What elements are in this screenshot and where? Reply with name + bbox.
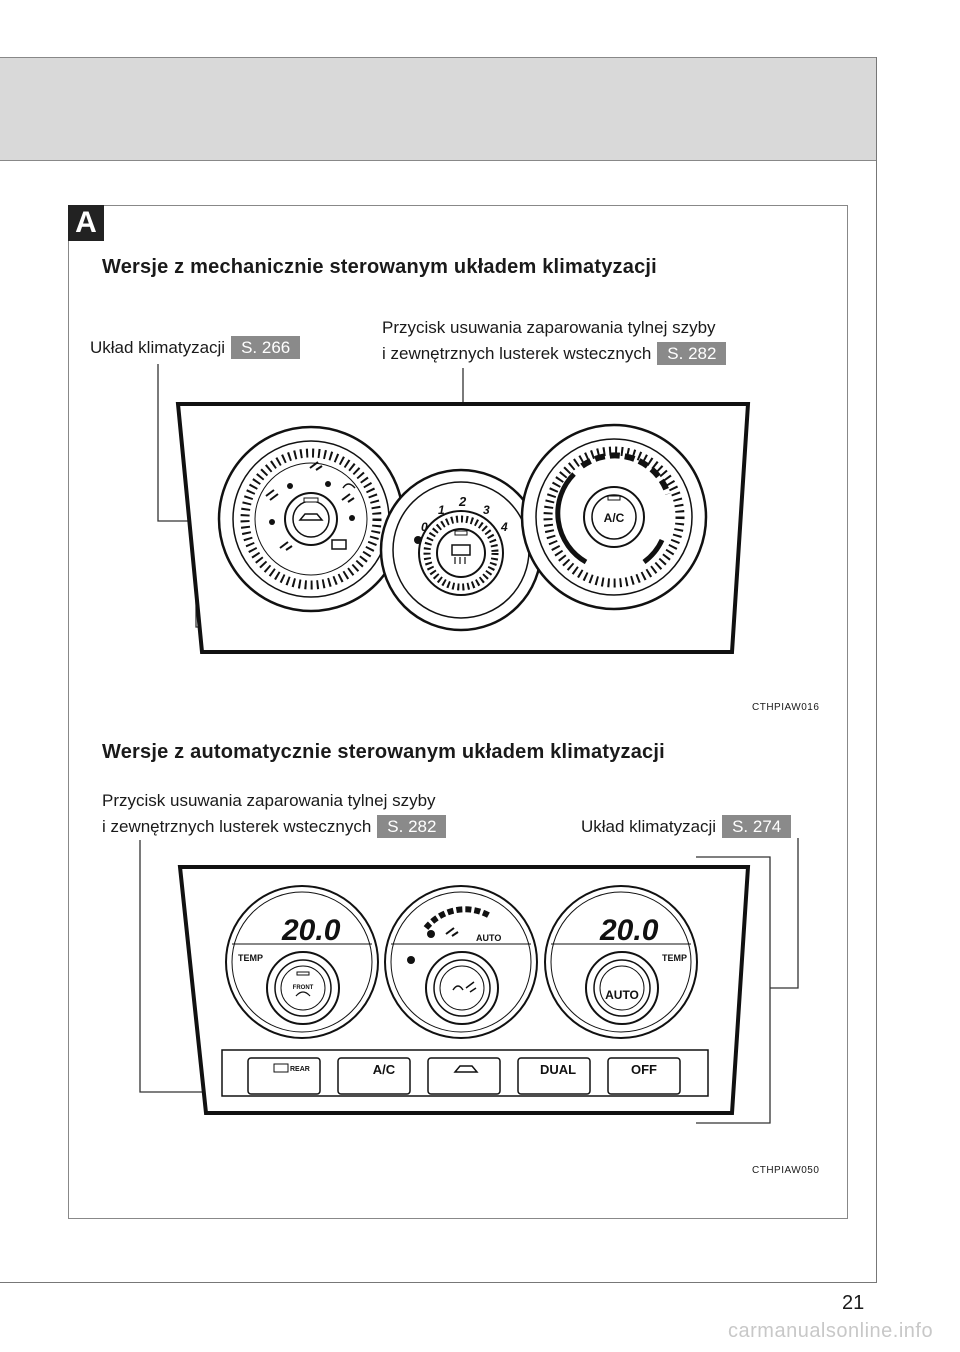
air-intake-button: [428, 1058, 500, 1094]
temperature-dial: [522, 425, 706, 609]
manual-defogger-page-ref[interactable]: S. 282: [657, 342, 726, 365]
header-band: [0, 57, 876, 161]
svg-text:DUAL: DUAL: [539, 1062, 577, 1077]
auto-ac-label: Układ klimatyzacji: [581, 817, 717, 836]
auto-defogger-label-line1: Przycisk usuwania zaparowania tylnej szyby: [102, 791, 436, 810]
left-temp-dial: [226, 886, 378, 1038]
right-temp-label: TEMP: [662, 953, 688, 963]
right-auto-label: AUTO: [605, 988, 639, 1002]
auto-section-title: Wersje z automatycznie sterowanym układem klimatyzacji: [102, 741, 665, 763]
right-temp-display: 20.0: [600, 914, 659, 947]
ac-button: [338, 1058, 410, 1094]
right-margin-rule: [876, 57, 877, 1283]
dual-button: [518, 1058, 590, 1094]
fan-speed-1: 1: [438, 503, 445, 517]
center-fan-dial: [385, 886, 537, 1038]
ac-button-label: A/C: [603, 511, 625, 525]
right-temp-dial: [545, 886, 697, 1038]
manual-control-panel-illustration: [150, 360, 770, 660]
auto-figure-code: CTHPIAW050: [752, 1165, 820, 1176]
section-letter-badge: A: [68, 205, 104, 241]
manual-ac-label: Układ klimatyzacji: [90, 338, 226, 357]
left-temp-label: TEMP: [238, 953, 264, 963]
mode-dial: [219, 427, 403, 611]
front-defrost-label: FRONT: [292, 985, 314, 991]
manual-defogger-label-line1: Przycisk usuwania zaparowania tylnej szyby: [382, 318, 716, 337]
auto-ac-callout-line: [770, 838, 798, 988]
rear-defogger-button: [248, 1058, 320, 1094]
fan-icon: [414, 536, 422, 544]
watermark: carmanualsonline.info: [728, 1320, 934, 1342]
auto-ac-callout: [581, 815, 791, 839]
fan-speed-dial: [381, 470, 541, 630]
auto-defogger-label-line2: i zewnętrznych lusterek wstecznych: [102, 817, 372, 836]
fan-speed-3: 3: [483, 503, 490, 517]
auto-defogger-callout: [102, 815, 446, 839]
svg-text:REAR: REAR: [290, 1066, 310, 1073]
left-temp-display: 20.0: [282, 914, 341, 947]
auto-defogger-page-ref[interactable]: S. 282: [377, 815, 446, 838]
off-button: [608, 1058, 680, 1094]
svg-text:A/C: A/C: [372, 1062, 396, 1077]
fan-speed-2: 2: [459, 494, 467, 509]
center-auto-label: AUTO: [476, 933, 502, 943]
auto-control-panel-illustration: [135, 838, 805, 1128]
fan-speed-4: 4: [501, 520, 508, 534]
manual-ac-callout: [90, 336, 300, 360]
manual-figure-code: CTHPIAW016: [752, 702, 820, 713]
auto-ac-page-ref[interactable]: S. 274: [722, 815, 791, 838]
manual-ac-page-ref[interactable]: S. 266: [231, 336, 300, 359]
manual-defogger-label-line2: i zewnętrznych lusterek wstecznych: [382, 344, 652, 363]
bottom-rule: [0, 1282, 877, 1283]
svg-text:OFF: OFF: [631, 1062, 657, 1077]
manual-section-title: Wersje z mechanicznie sterowanym układem klimatyzacji: [102, 256, 657, 278]
fan-speed-0: 0: [421, 520, 428, 534]
page-number: 21: [842, 1292, 865, 1314]
